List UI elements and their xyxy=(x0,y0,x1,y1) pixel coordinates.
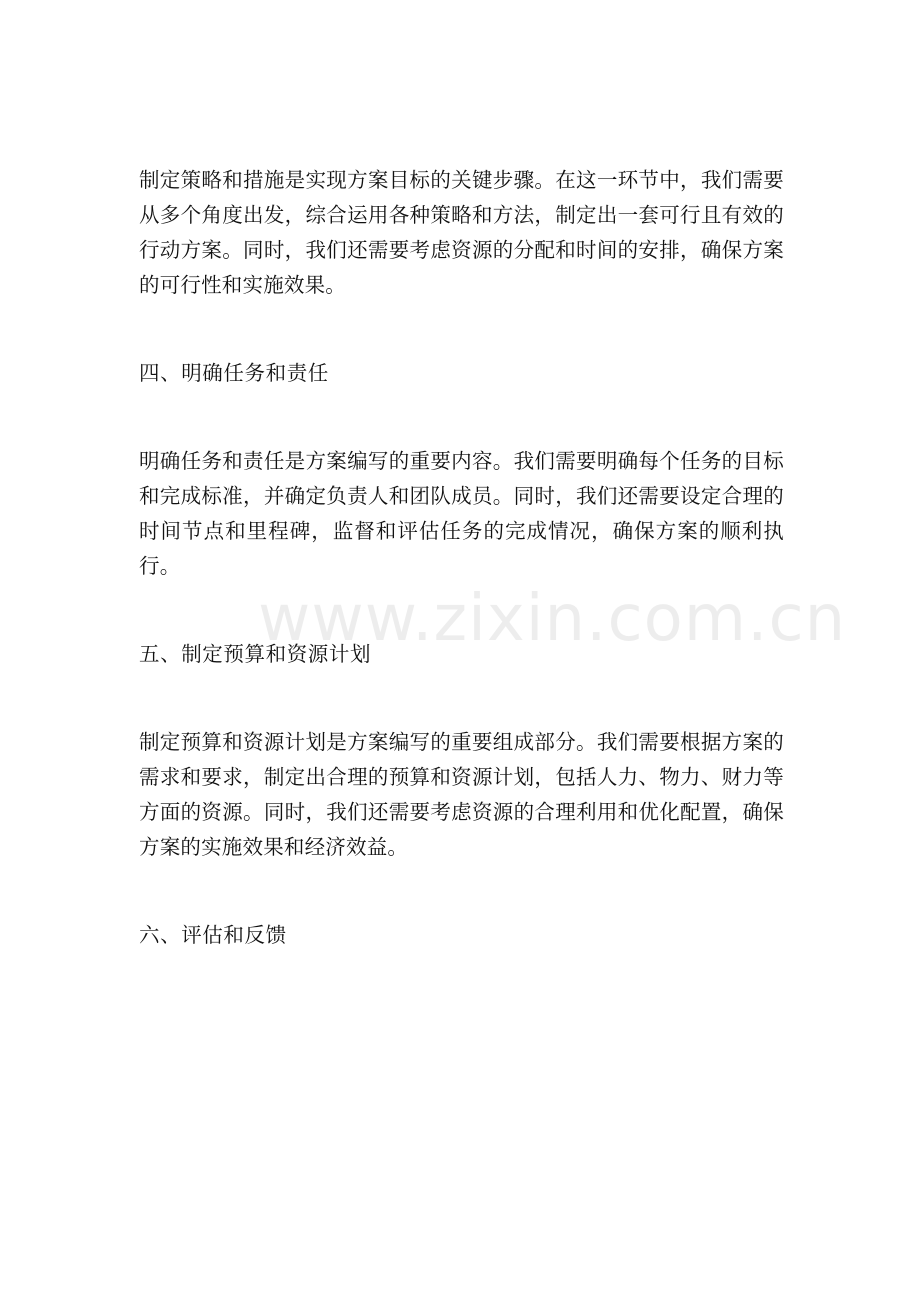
paragraph-strategy: 制定策略和措施是实现方案目标的关键步骤。在这一环节中，我们需要从多个角度出发，综合运用各种策略和方法，制定出一套可行且有效的行动方案。同时，我们还需要考虑资源的分配和时间的安排，确保方案的可行性和实施效果。 xyxy=(139,168,784,297)
paragraph-tasks: 明确任务和责任是方案编写的重要内容。我们需要明确每个任务的目标和完成标准，并确定负责人和团队成员。同时，我们还需要设定合理的时间节点和里程碑，监督和评估任务的完成情况，确保方案的顺利执行。 xyxy=(139,449,784,578)
section-heading-5: 五、制定预算和资源计划 xyxy=(139,642,372,666)
document-body xyxy=(139,163,784,953)
watermark-text: www.zixin.com.cn xyxy=(258,582,847,656)
section-heading-4: 四、明确任务和责任 xyxy=(139,361,329,385)
section-heading-6: 六、评估和反馈 xyxy=(139,923,287,947)
paragraph-budget: 制定预算和资源计划是方案编写的重要组成部分。我们需要根据方案的需求和要求，制定出合理的预算和资源计划，包括人力、物力、财力等方面的资源。同时，我们还需要考虑资源的合理利用和优化配置，确保方案的实施效果和经济效益。 xyxy=(139,730,784,859)
